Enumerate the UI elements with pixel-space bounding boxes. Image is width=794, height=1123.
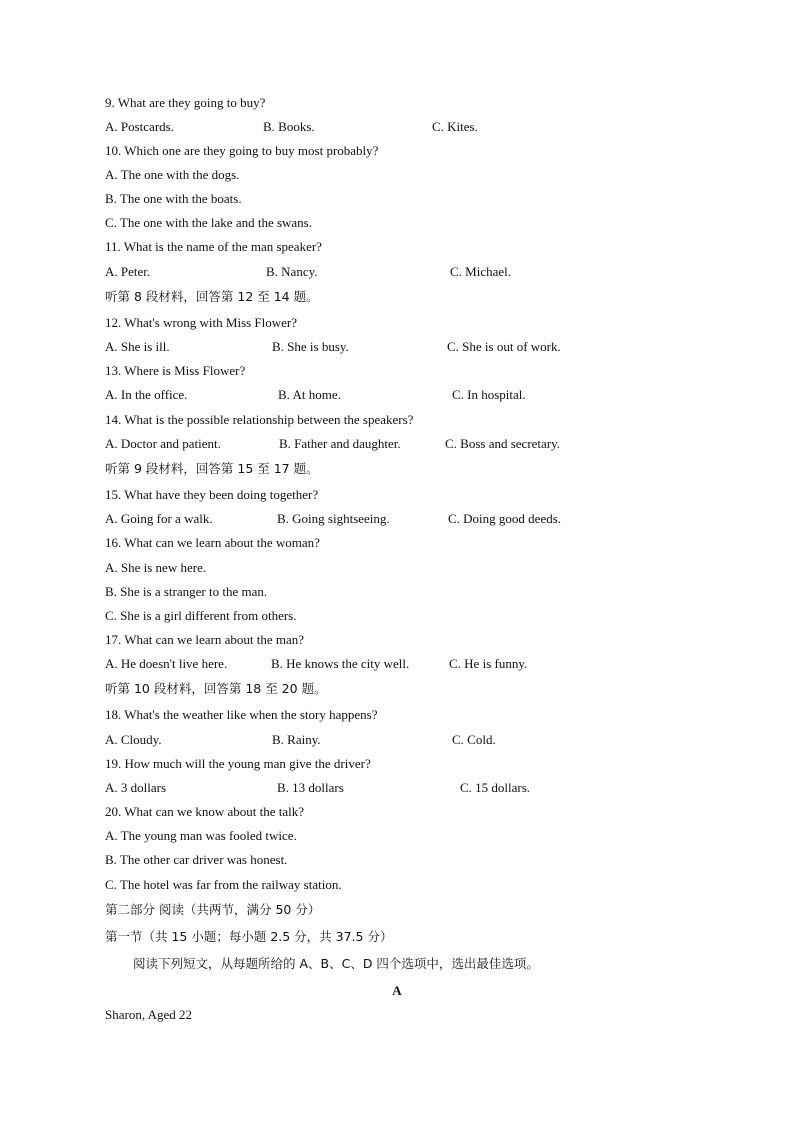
question-12: 12. What's wrong with Miss Flower? bbox=[105, 315, 298, 330]
section-heading-9: 听第 9 段材料，回答第 15 至 17 题。 bbox=[105, 461, 319, 476]
question-13: 13. Where is Miss Flower? bbox=[105, 363, 246, 378]
option-a: A. Postcards. bbox=[105, 119, 174, 134]
question-11: 11. What is the name of the man speaker? bbox=[105, 239, 322, 254]
question-19: 19. How much will the young man give the driver? bbox=[105, 756, 371, 771]
question-16: 16. What can we learn about the woman? bbox=[105, 535, 320, 550]
option-a: A. He doesn't live here. bbox=[105, 656, 228, 671]
option-b: B. Father and daughter. bbox=[279, 436, 401, 451]
option-a: A. She is new here. bbox=[105, 560, 207, 575]
option-b: B. Nancy. bbox=[266, 264, 318, 279]
question-10: 10. Which one are they going to buy most probably? bbox=[105, 143, 379, 158]
option-a: A. Doctor and patient. bbox=[105, 436, 221, 451]
option-b: B. 13 dollars bbox=[277, 780, 344, 795]
option-c: C. Cold. bbox=[452, 732, 496, 747]
part-two-title: 第二部分 阅读（共两节，满分 50 分） bbox=[105, 902, 321, 917]
question-17: 17. What can we learn about the man? bbox=[105, 632, 305, 647]
option-b: B. The one with the boats. bbox=[105, 191, 242, 206]
option-a: A. Going for a walk. bbox=[105, 511, 213, 526]
option-b: B. She is a stranger to the man. bbox=[105, 584, 268, 599]
section-heading-8: 听第 8 段材料，回答第 12 至 14 题。 bbox=[105, 289, 319, 304]
option-b: B. The other car driver was honest. bbox=[105, 852, 288, 867]
option-b: B. At home. bbox=[278, 387, 341, 402]
option-a: A. She is ill. bbox=[105, 339, 170, 354]
option-c: C. Doing good deeds. bbox=[448, 511, 562, 526]
option-a: A. In the office. bbox=[105, 387, 188, 402]
option-b: B. Rainy. bbox=[272, 732, 321, 747]
question-20: 20. What can we know about the talk? bbox=[105, 804, 305, 819]
option-a: A. The young man was fooled twice. bbox=[105, 828, 297, 843]
option-a: A. 3 dollars bbox=[105, 780, 167, 795]
option-c: C. 15 dollars. bbox=[460, 780, 531, 795]
option-a: A. The one with the dogs. bbox=[105, 167, 240, 182]
question-15: 15. What have they been doing together? bbox=[105, 487, 319, 502]
option-a: A. Peter. bbox=[105, 264, 151, 279]
option-a: A. Cloudy. bbox=[105, 732, 162, 747]
option-c: C. Kites. bbox=[432, 119, 478, 134]
option-c: C. He is funny. bbox=[449, 656, 528, 671]
option-c: C. She is out of work. bbox=[447, 339, 561, 354]
option-c: C. The hotel was far from the railway station. bbox=[105, 877, 342, 892]
option-c: C. Boss and secretary. bbox=[445, 436, 561, 451]
passage-label: A bbox=[392, 983, 402, 998]
section-heading-10: 听第 10 段材料，回答第 18 至 20 题。 bbox=[105, 681, 327, 696]
section-one-title: 第一节（共 15 小题；每小题 2.5 分，共 37.5 分） bbox=[105, 929, 393, 944]
option-c: C. The one with the lake and the swans. bbox=[105, 215, 312, 230]
option-b: B. Going sightseeing. bbox=[277, 511, 390, 526]
question-14: 14. What is the possible relationship between the speakers? bbox=[105, 412, 414, 427]
option-c: C. In hospital. bbox=[452, 387, 526, 402]
option-c: C. Michael. bbox=[450, 264, 512, 279]
question-18: 18. What's the weather like when the story happens? bbox=[105, 707, 378, 722]
passage-first-line: Sharon, Aged 22 bbox=[105, 1007, 193, 1022]
option-b: B. He knows the city well. bbox=[271, 656, 410, 671]
option-c: C. She is a girl different from others. bbox=[105, 608, 297, 623]
question-9: 9. What are they going to buy? bbox=[105, 95, 266, 110]
option-b: B. Books. bbox=[263, 119, 315, 134]
option-b: B. She is busy. bbox=[272, 339, 349, 354]
reading-instruction: 阅读下列短文，从每题所给的 A、B、C、D 四个选项中，选出最佳选项。 bbox=[133, 956, 539, 971]
